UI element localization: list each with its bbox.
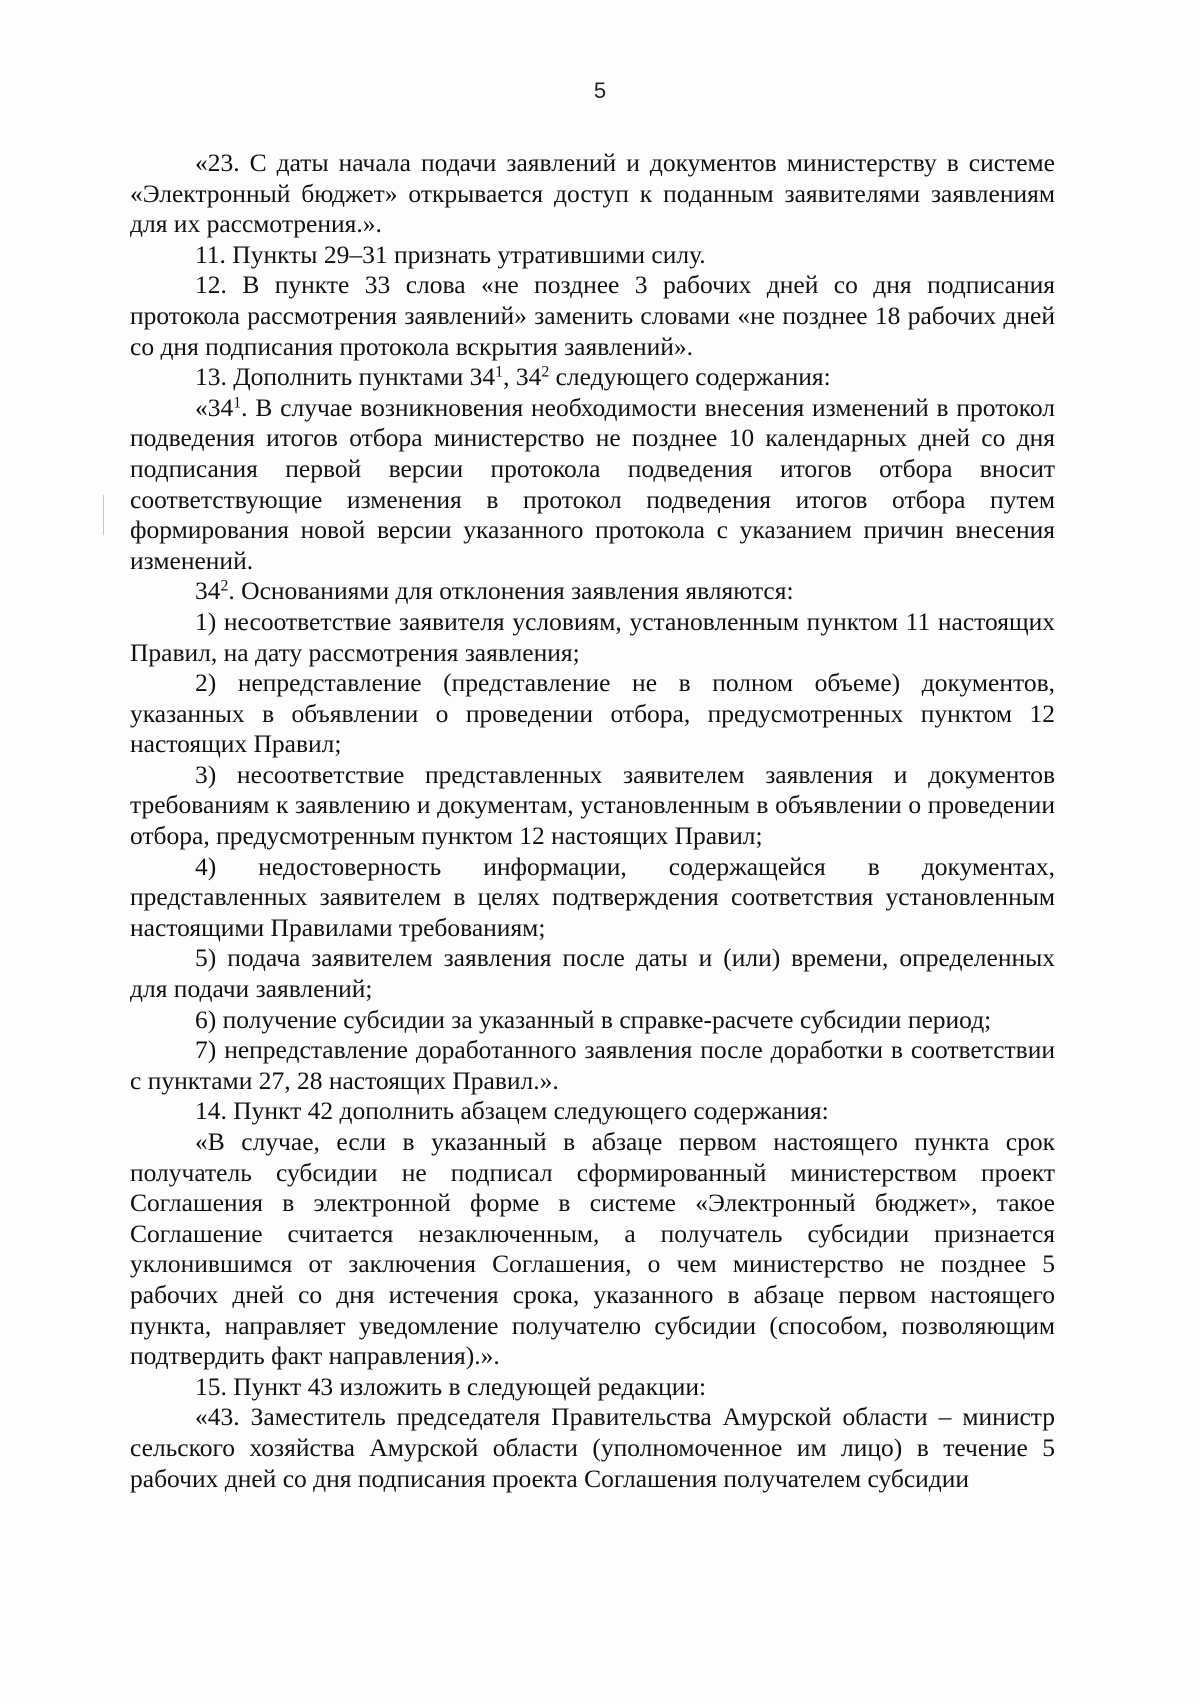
paragraph-item-42-addition: «В случае, если в указанный в абзаце первом настоящего пункта срок получатель субсидии не подписал сформированный министерством проект Соглашения в электронной форме в системе «Электронный бюджет», такое Соглашение считается незаключенным, а получатель субсидии признается уклонившимся от заключения Соглашения, о чем министерство не позднее 5 рабочих дней со дня истечения срока, указанного в абзаце первом настоящего пункта, направляет уведомление получателю субсидии (способом, позволяющим подтвердить факт направления).». — [130, 1127, 1055, 1371]
page-number: 5 — [593, 78, 607, 103]
list-item-6: 6) получение субсидии за указанный в справке-расчете субсидии период; — [195, 1004, 992, 1034]
list-item-5: 5) подача заявителем заявления после даты и (или) времени, определенных для подачи заявлений; — [130, 943, 1055, 1004]
superscript: 1 — [233, 394, 242, 412]
paragraph-item-23: «23. С даты начала подачи заявлений и документов министерству в системе «Электронный бюджет» открывается доступ к поданным заявителями заявлениям для их рассмотрения.». — [130, 148, 1055, 239]
text-segment: . Основаниями для отклонения заявления являются: — [228, 576, 794, 606]
superscript: 2 — [220, 577, 229, 595]
margin-scan-mark — [103, 495, 104, 535]
paragraph-item-34-2 — [130, 576, 1055, 607]
text-segment: следующего содержания: — [549, 362, 831, 392]
paragraph-item-34-1 — [130, 393, 1055, 577]
text-segment: . В случае возникновения необходимости внесения изменений в протокол подведения итогов отбора министерство не позднее 10 календарных дней со дня подписания первой версии протокола подведения итогов отбора вносит соответствующие изменения в протокол подведения итогов отбора путем формирования новой версии указанного протокола с указанием причин внесения изменений. — [130, 392, 1055, 575]
paragraph-amendment-12: 12. В пункте 33 слова «не позднее 3 рабочих дней со дня подписания протокола рассмотрения заявлений» заменить словами «не позднее 18 рабочих дней со дня подписания протокола вскрытия заявлений». — [130, 270, 1055, 361]
list-item-2: 2) непредставление (представление не в полном объеме) документов, указанных в объявлении о проведении отбора, предусмотренных пунктом 12 настоящих Правил; — [130, 668, 1055, 759]
paragraph-item-43: «43. Заместитель председателя Правительства Амурской области – министр сельского хозяйства Амурской области (уполномоченное им лицо) в течение 5 рабочих дней со дня подписания проекта Соглашения получателем субсидии — [130, 1402, 1055, 1493]
list-item-1: 1) несоответствие заявителя условиям, установленным пунктом 11 настоящих Правил, на дату рассмотрения заявления; — [130, 606, 1055, 667]
list-item-3: 3) несоответствие представленных заявителем заявления и документов требованиям к заявлению и документам, установленным в объявлении о проведении отбора, предусмотренным пунктом 12 настоящих Правил; — [130, 759, 1055, 851]
text-segment: 34 — [195, 576, 221, 606]
document-body — [130, 148, 1055, 1494]
text-segment: , 34 — [503, 362, 542, 392]
text-segment: «34 — [195, 392, 234, 422]
superscript: 1 — [495, 363, 504, 381]
list-item-7: 7) непредставление доработанного заявления после доработки в соответствии с пунктами 27, 28 настоящих Правил.». — [130, 1035, 1055, 1095]
paragraph-amendment-13 — [130, 362, 1055, 393]
text-segment: 13. Дополнить пунктами 34 — [195, 362, 496, 392]
paragraph-amendment-11: 11. Пункты 29–31 признать утратившими силу. — [195, 239, 706, 269]
superscript: 2 — [541, 363, 550, 381]
paragraph-amendment-15: 15. Пункт 43 изложить в следующей редакции: — [195, 1371, 707, 1401]
paragraph-amendment-14: 14. Пункт 42 дополнить абзацем следующего содержания: — [195, 1096, 829, 1126]
list-item-4: 4) недостоверность информации, содержащейся в документах, представленных заявителем в целях подтверждения соответствия установленным настоящими Правилами требованиям; — [130, 851, 1055, 942]
